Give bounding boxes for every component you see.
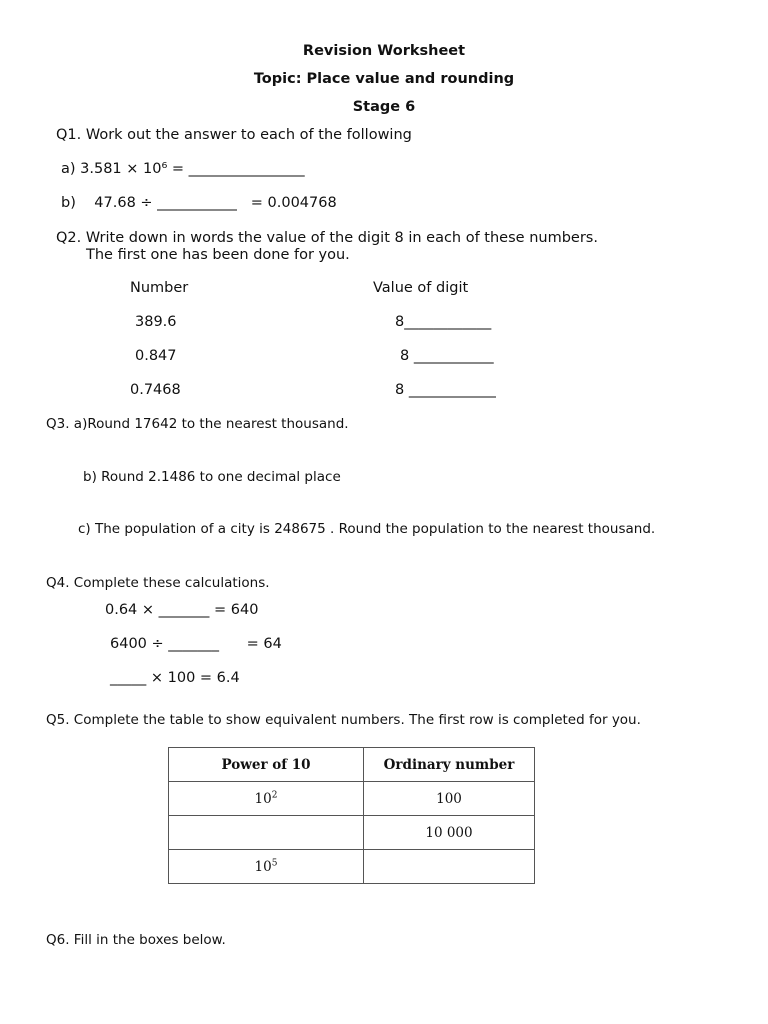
q4-prompt: Q4. Complete these calculations. [46,575,270,591]
table-cell-ordinary: 10 000 [364,816,535,850]
power-base: 10 [254,858,272,875]
power-exponent: 5 [271,858,278,868]
table-header-row [169,748,535,782]
worksheet-title: Revision Worksheet [302,43,466,59]
power-exponent: 2 [271,790,278,800]
q6-prompt: Q6. Fill in the boxes below. [46,932,226,948]
table-row [169,816,535,850]
q4-line-2: 6400 ÷ _______ = 64 [110,636,282,652]
q2-column-value: Value of digit [373,280,469,296]
q1-prompt: Q1. Work out the answer to each of the following [56,127,412,143]
q4-line-1: 0.64 × _______ = 640 [105,602,259,618]
q2-prompt: Q2. Write down in words the value of the digit 8 in each of these numbers. [56,230,598,246]
table-cell-power[interactable] [169,816,364,850]
q2-row-value: 8 ___________ [400,348,494,364]
q2-column-number: Number [130,280,189,296]
table-row [169,782,535,816]
q2-prompt-line2: The first one has been done for you. [86,247,350,263]
q3-part-b: b) Round 2.1486 to one decimal place [83,469,341,485]
table-cell-power [169,782,364,816]
table-cell-ordinary[interactable] [364,850,535,884]
q2-row-number: 389.6 [135,314,177,330]
worksheet-stage: Stage 6 [352,99,416,115]
q2-row-number: 0.7468 [130,382,181,398]
q4-line-3: _____ × 100 = 6.4 [110,670,240,686]
q5-prompt: Q5. Complete the table to show equivalent numbers. The first row is completed for you. [46,712,641,728]
power-base: 10 [254,790,272,807]
table-cell-ordinary: 100 [364,782,535,816]
table-header-ordinary: Ordinary number [364,748,535,782]
q2-row-value: 8____________ [395,314,492,330]
table-cell-power [169,850,364,884]
q3-part-c: c) The population of a city is 248675 . Round the population to the nearest thousand. [78,521,656,537]
equivalent-numbers-table [168,747,535,884]
table-header-power: Power of 10 [169,748,364,782]
q2-row-value: 8 ____________ [395,382,496,398]
q1-part-a: a) 3.581 × 10⁶ = ________________ [61,161,305,177]
worksheet-topic: Topic: Place value and rounding [253,71,515,87]
q2-row-number: 0.847 [135,348,177,364]
q1-part-b: b) 47.68 ÷ ___________ = 0.004768 [61,195,337,211]
q3-part-a: Q3. a)Round 17642 to the nearest thousand. [46,416,349,432]
table-row [169,850,535,884]
